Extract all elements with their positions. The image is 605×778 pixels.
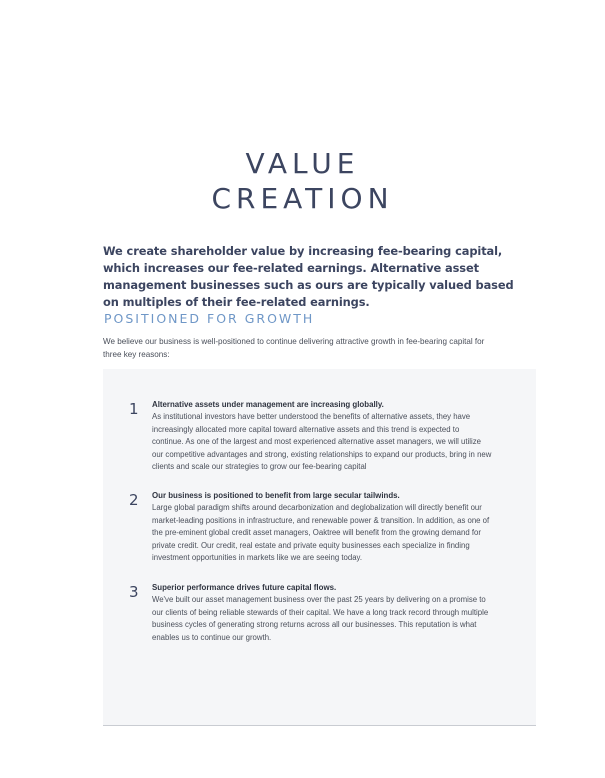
reason-text (152, 582, 492, 644)
reason-number: 3 (129, 583, 139, 601)
page-title-line-1: VALUE (245, 147, 360, 180)
reason-title: Our business is positioned to benefit from large secular tailwinds. (152, 491, 400, 500)
reason-title: Superior performance drives future capital flows. (152, 583, 337, 592)
section-lead-paragraph: We believe our business is well-positioned to continue delivering attractive growth in fee-bearing capital for three key reasons: (103, 337, 485, 359)
reason-number: 1 (129, 400, 139, 418)
reason-body: Large global paradigm shifts around decarbonization and deglobalization will directly benefit our market-leading positions in infrastructure, and renewable power & transition. In addition, as one of the pre-eminent global credit asset managers, Oaktree will benefit from the growing demand for private credit. Our credit, real estate and private equity businesses each specialize in finding investment opportunities in markets like we are seeing today. (152, 503, 490, 562)
section-heading: POSITIONED FOR GROWTH (104, 311, 315, 326)
reasons-panel (103, 369, 536, 726)
reason-text (152, 399, 492, 474)
page-title-line-2: CREATION (211, 182, 394, 215)
reason-body: As institutional investors have better understood the benefits of alternative assets, they have increasingly allocated more capital toward alternative assets and this trend is expected to continue. As one of the largest and most experienced alternative asset managers, we will utilize our competitive advantages and strong, existing relationships to expand our products, bring in new clients and scale our strategies to grow our fee-bearing capital (152, 412, 492, 471)
reason-number: 2 (129, 491, 139, 509)
reason-body: We've built our asset management business over the past 25 years by delivering on a promise to our clients of being reliable stewards of their capital. We have a long track record through multiple business cycles of generating strong returns across all our businesses. This reputation is what enables us to continue our growth. (152, 595, 489, 642)
intro-paragraph: We create shareholder value by increasing fee-bearing capital, which increases our fee-related earnings. Alternative asset management businesses such as ours are typically valued based on multiples of their fee-related earnings. (103, 244, 514, 309)
page-title (0, 146, 605, 216)
reason-text (152, 490, 492, 565)
reason-title: Alternative assets under management are increasing globally. (152, 400, 384, 409)
